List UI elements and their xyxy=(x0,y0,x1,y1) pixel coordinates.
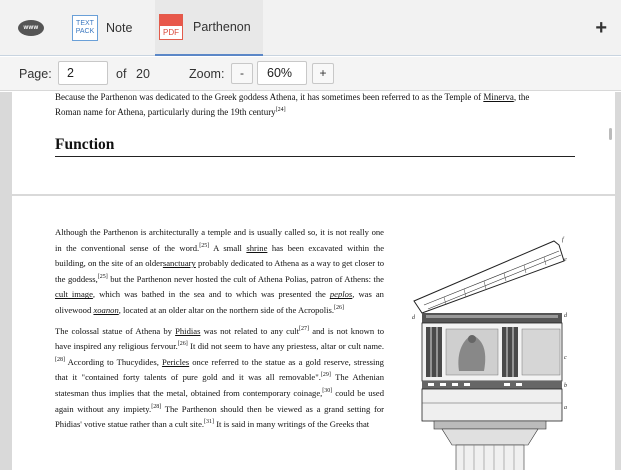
total-pages: 20 xyxy=(136,67,150,81)
text-run: probably dedicated to Athena as a way to get closer to the goddess, xyxy=(55,258,384,284)
citation-ref[interactable]: [25] xyxy=(199,242,210,249)
textpack-icon: TEXT PACK xyxy=(72,15,98,41)
tab-parthenon[interactable] xyxy=(155,0,263,56)
page-number-input[interactable] xyxy=(58,61,108,85)
scrollbar-thumb[interactable] xyxy=(609,128,612,140)
wiki-link[interactable]: xoanon xyxy=(93,304,119,315)
wiki-link[interactable]: shrine xyxy=(246,242,268,253)
text-run: It did not seem to have any priestess, altar or cult name. xyxy=(187,341,384,352)
tab-web[interactable] xyxy=(18,0,54,56)
pdf-viewer[interactable] xyxy=(0,92,621,470)
figure-label-e: e xyxy=(564,257,567,263)
citation-ref[interactable]: [28] xyxy=(55,356,65,363)
tab-parthenon-label: Parthenon xyxy=(193,20,251,34)
figure-label-c: c xyxy=(564,355,567,361)
figure-label-d: d xyxy=(564,313,567,319)
pdf-page-1 xyxy=(12,92,615,194)
text-run: , which was bathed in the sea and to which was presented the xyxy=(92,289,330,300)
text-run: once referred to the statue as a gold reserve, stressing that it "contained forty talents of pure gold and it was all removable". xyxy=(55,356,384,383)
citation-ref[interactable]: [29] xyxy=(320,372,331,379)
text-run: has been excavated within the building, on the site of an older xyxy=(55,242,385,269)
text-run: A small xyxy=(209,242,247,253)
zoom-out-button[interactable]: - xyxy=(231,63,253,84)
pdf-icon: PDF xyxy=(159,14,183,40)
pdf-toolbar xyxy=(0,57,621,91)
wiki-link[interactable]: peplos xyxy=(329,289,353,300)
citation-ref[interactable]: [26] xyxy=(177,341,188,348)
add-tab-button[interactable]: + xyxy=(595,17,607,39)
figure-label-a: a xyxy=(564,405,567,411)
text-run: was not related to any cult xyxy=(200,325,300,336)
wiki-link[interactable]: cult image xyxy=(55,289,93,300)
paragraph-1 xyxy=(55,225,384,319)
wiki-link[interactable]: sanctuary xyxy=(162,258,196,269)
text-run: According to Thucydides, xyxy=(65,356,162,367)
web-icon: www xyxy=(18,20,44,36)
wiki-link[interactable]: Phidias xyxy=(175,325,201,336)
zoom-in-button[interactable]: + xyxy=(312,63,334,84)
body-column xyxy=(55,225,384,438)
wiki-link[interactable]: Pericles xyxy=(161,356,190,367)
citation-ref[interactable]: [26] xyxy=(334,305,345,312)
citation-ref[interactable]: [28] xyxy=(151,403,162,410)
heading-rule xyxy=(55,156,575,157)
tab-note[interactable] xyxy=(72,0,142,56)
of-label: of xyxy=(116,67,127,81)
text-run: and is not known to have inspired any religious fervour. xyxy=(55,325,385,352)
text-run: could be used again without any impiety. xyxy=(55,387,384,414)
text-run: , located at an older altar on the northern side of the Acropolis. xyxy=(118,304,335,315)
text-run: , was an olivewood xyxy=(55,289,384,315)
citation-ref[interactable]: [25] xyxy=(97,273,108,280)
figure-label-f: f xyxy=(562,237,564,243)
text-run: Although the Parthenon is architecturally a temple and is usually called so, it is not really one in the conventional sense of the word. xyxy=(55,227,384,253)
text-run: The colossal statue of Athena by xyxy=(55,325,176,336)
citation-ref[interactable]: [31] xyxy=(204,419,215,426)
page-label: Page: xyxy=(19,67,52,81)
intro-text: Because the Parthenon was dedicated to the Greek goddess Athena, it has sometimes been referred to as the Temple of Minerva, the Roman name for Athena, particularly during the 19th century[24] xyxy=(55,92,530,117)
text-run: It is said in many writings of the Greeks that xyxy=(214,419,370,430)
paragraph-2 xyxy=(55,324,384,433)
minerva-link[interactable]: Minerva xyxy=(483,92,514,102)
pdf-page-2 xyxy=(12,196,615,470)
text-run: but the Parthenon never hosted the cult of Athena Polias, patron of Athens: the xyxy=(107,273,384,284)
temple-entablature-illustration xyxy=(404,231,580,470)
tab-bar xyxy=(0,0,621,56)
citation-ref[interactable]: [27] xyxy=(299,325,310,332)
text-run: The Parthenon should then be viewed as a grand setting for Phidias' votive statue rather than a cult site. xyxy=(55,403,384,430)
figure-label-d-left: d xyxy=(412,315,415,321)
tab-note-label: Note xyxy=(106,21,133,35)
text-run: The Athenian statesman thus implies that the metal, obtained from contemporary coinage, xyxy=(55,372,385,398)
zoom-input[interactable] xyxy=(257,61,307,85)
figure-label-b: b xyxy=(564,383,567,389)
citation-ref[interactable]: [30] xyxy=(322,388,333,395)
section-heading: Function xyxy=(55,136,115,153)
zoom-label: Zoom: xyxy=(189,67,225,81)
